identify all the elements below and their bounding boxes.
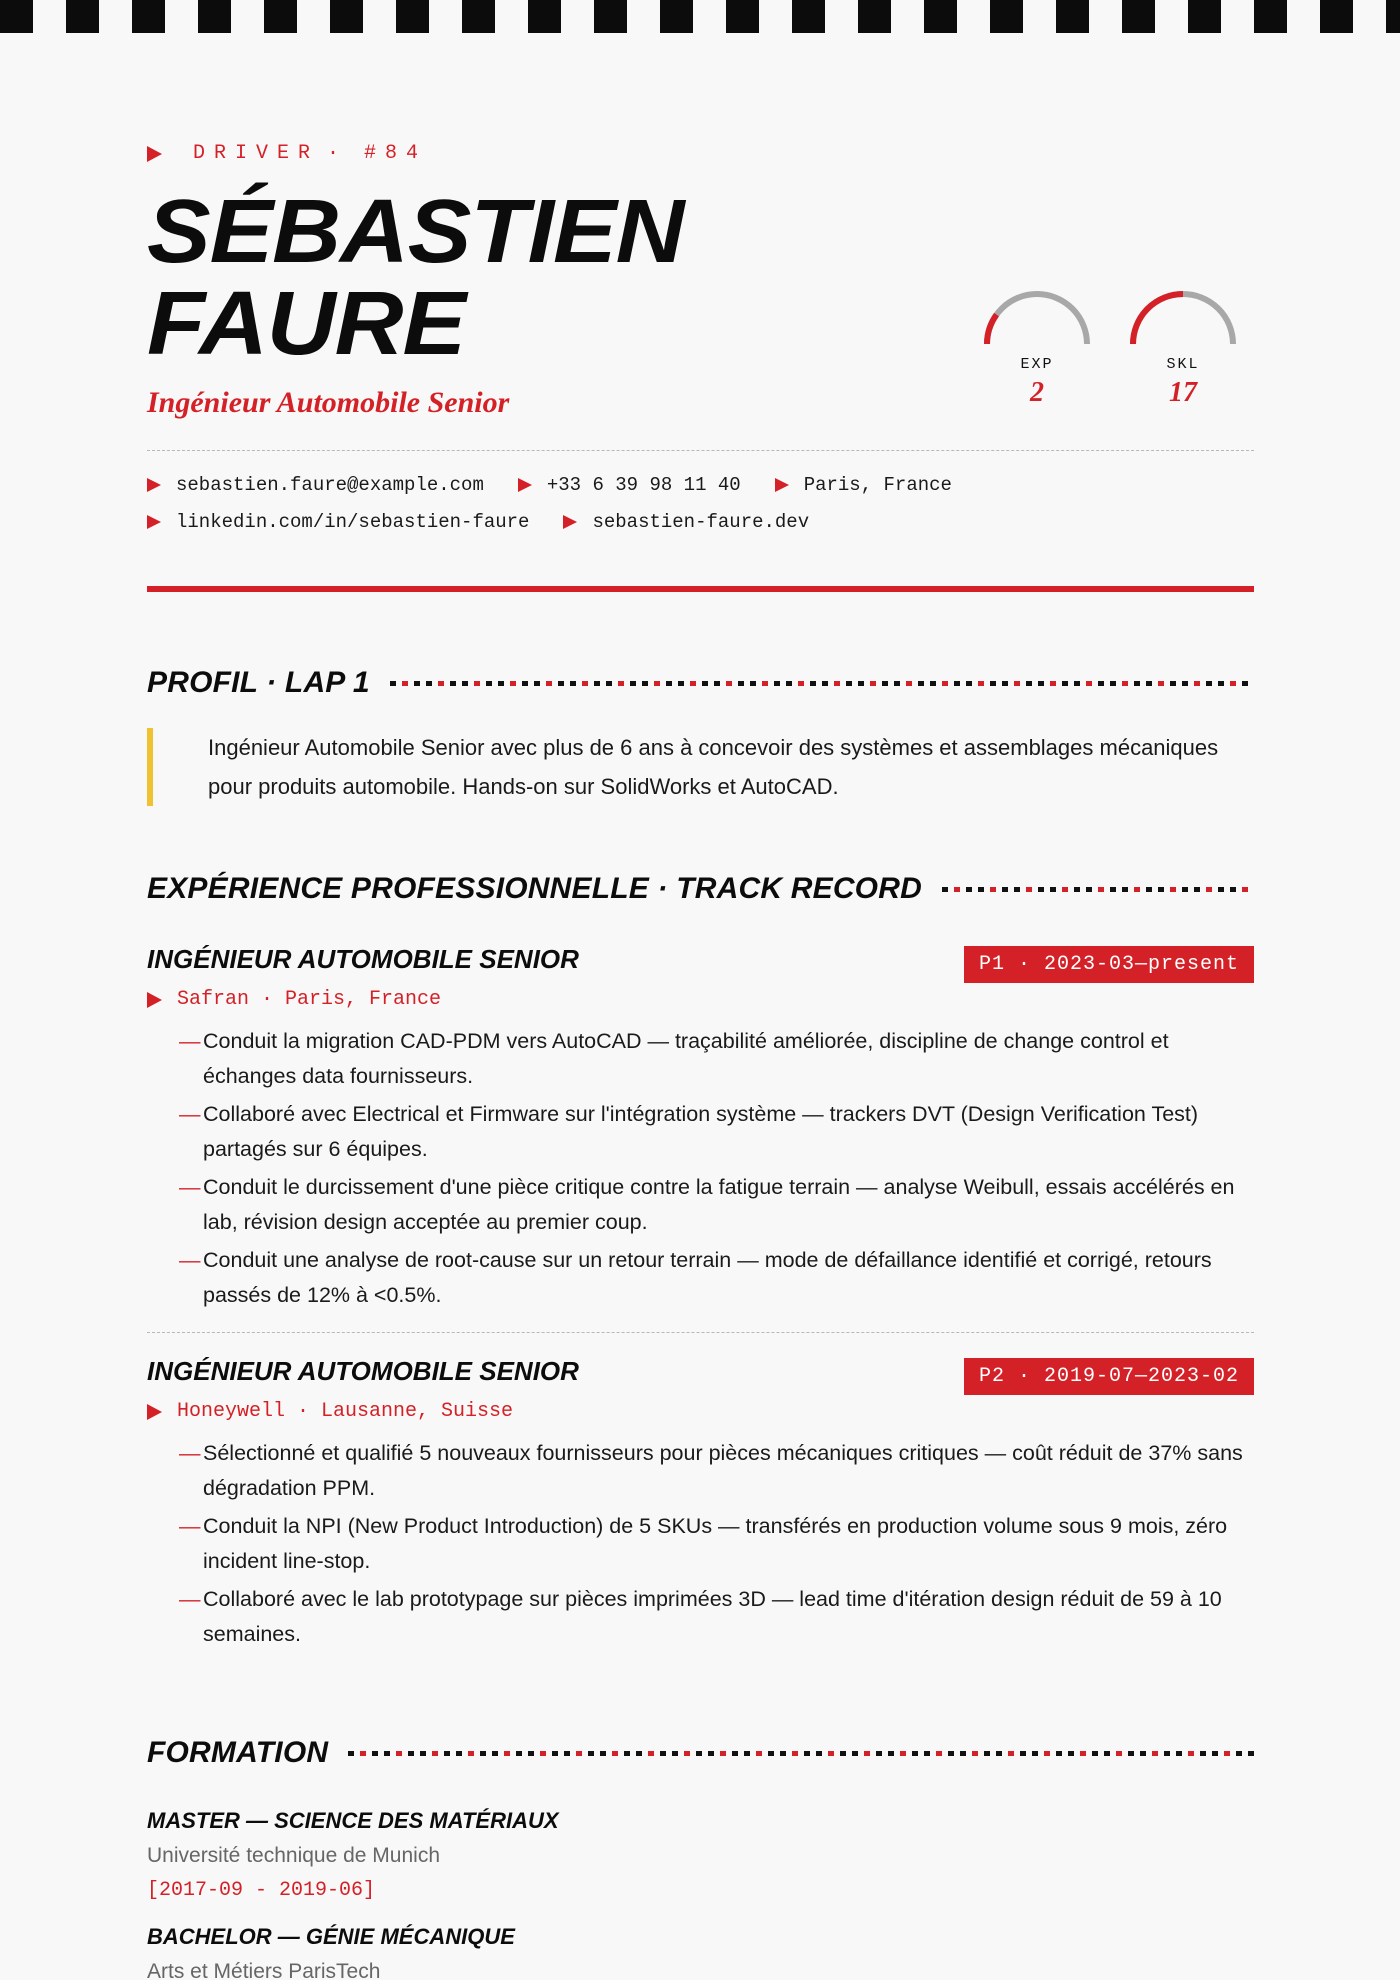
- contact-location: Paris, France: [775, 474, 952, 496]
- list-item: — Conduit la migration CAD-PDM vers AutoCAD — traçabilité améliorée, discipline de change control et échanges data fournisseurs.: [203, 1024, 1263, 1094]
- triangle-bullet-icon: [147, 146, 162, 162]
- gauge-exp-label: EXP: [1020, 356, 1054, 373]
- list-item: — Sélectionné et qualifié 5 nouveaux fournisseurs pour pièces mécaniques critiques — coût réduit de 37% sans dégradation PPM.: [203, 1436, 1263, 1506]
- job-1-badge: P1 · 2023-03—present: [964, 946, 1254, 983]
- header-divider: [147, 450, 1254, 451]
- edu-1-degree: MASTER — SCIENCE DES MATÉRIAUX: [147, 1808, 559, 1833]
- dash-icon: —: [179, 1587, 201, 1611]
- list-item: — Collaboré avec Electrical et Firmware sur l'intégration système — trackers DVT (Design Verification Test) partagés sur 6 équipes.: [203, 1097, 1263, 1167]
- kicker-label: DRIVER: [193, 142, 320, 165]
- triangle-bullet-icon: [147, 1404, 162, 1420]
- triangle-bullet-icon: [775, 478, 789, 492]
- contact-list: [147, 466, 986, 540]
- checkered-flag-strip: [0, 0, 1400, 33]
- contact-linkedin[interactable]: linkedin.com/in/sebastien-faure: [147, 511, 529, 533]
- triangle-bullet-icon: [518, 478, 532, 492]
- job-2-company: Honeywell · Lausanne, Suisse: [147, 1400, 513, 1423]
- edu-1-school: Université technique de Munich: [147, 1844, 440, 1867]
- gauge-exp: [979, 284, 1095, 409]
- header-red-bar: [147, 586, 1254, 592]
- dash-icon: —: [179, 1102, 201, 1126]
- triangle-bullet-icon: [147, 515, 161, 529]
- profile-summary: Ingénieur Automobile Senior avec plus de 6 ans à concevoir des systèmes et assemblages mécaniques pour produits automobile. Hands-on sur SolidWorks et AutoCAD.: [147, 728, 1254, 806]
- exp-gauge-icon: [979, 284, 1095, 346]
- list-item: — Conduit la NPI (New Product Introduction) de 5 SKUs — transférés en production volume sous 9 mois, zéro incident line-stop.: [203, 1509, 1263, 1579]
- edu-2-school: Arts et Métiers ParisTech: [147, 1960, 381, 1980]
- name-line-2: FAURE: [147, 274, 466, 374]
- gauge-skl: [1125, 284, 1241, 409]
- name-line-1: SÉBASTIEN: [147, 182, 684, 282]
- section-education-header: [147, 1736, 1254, 1770]
- job-1-company: Safran · Paris, France: [147, 988, 441, 1011]
- job-2-title: INGÉNIEUR AUTOMOBILE SENIOR: [147, 1356, 579, 1386]
- dash-icon: —: [179, 1248, 201, 1272]
- job-2-badge: P2 · 2019-07—2023-02: [964, 1358, 1254, 1395]
- checkered-rule: [942, 887, 1254, 892]
- checkered-rule: [348, 1751, 1254, 1756]
- gauge-skl-value: 17: [1169, 377, 1197, 408]
- job-1-title: INGÉNIEUR AUTOMOBILE SENIOR: [147, 944, 579, 974]
- dash-icon: —: [179, 1175, 201, 1199]
- triangle-bullet-icon: [563, 515, 577, 529]
- contact-website[interactable]: sebastien-faure.dev: [563, 511, 809, 533]
- list-item: — Conduit le durcissement d'une pièce critique contre la fatigue terrain — analyse Weibull, essais accélérés en lab, révision design acceptée au premier coup.: [203, 1170, 1263, 1240]
- job-divider: [147, 1332, 1254, 1333]
- candidate-role: Ingénieur Automobile Senior: [147, 386, 510, 419]
- kicker-number: #84: [364, 142, 428, 165]
- section-education-title: FORMATION: [147, 1736, 329, 1769]
- edu-2-degree: BACHELOR — GÉNIE MÉCANIQUE: [147, 1924, 515, 1949]
- triangle-bullet-icon: [147, 992, 162, 1008]
- kicker-separator: ·: [327, 142, 349, 165]
- section-experience-title: EXPÉRIENCE PROFESSIONNELLE · TRACK RECORD: [147, 872, 922, 905]
- triangle-bullet-icon: [147, 478, 161, 492]
- section-profile-header: [147, 666, 1254, 700]
- edu-1-dates: [2017-09 - 2019-06]: [147, 1879, 376, 1902]
- gauge-exp-value: 2: [1030, 377, 1044, 408]
- section-profile-title: PROFIL · LAP 1: [147, 666, 370, 699]
- dash-icon: —: [179, 1441, 201, 1465]
- contact-phone[interactable]: +33 6 39 98 11 40: [518, 474, 741, 496]
- skl-gauge-icon: [1125, 284, 1241, 346]
- candidate-name: [147, 182, 684, 374]
- gauge-skl-label: SKL: [1166, 356, 1200, 373]
- list-item: — Conduit une analyse de root-cause sur un retour terrain — mode de défaillance identifié et corrigé, retours passés de 12% à <0.5%.: [203, 1243, 1263, 1313]
- contact-email[interactable]: sebastien.faure@example.com: [147, 474, 484, 496]
- driver-kicker: [147, 142, 427, 165]
- job-1-bullets: [179, 1024, 1263, 1316]
- list-item: — Collaboré avec le lab prototypage sur pièces imprimées 3D — lead time d'itération design réduit de 59 à 10 semaines.: [203, 1582, 1263, 1652]
- job-2-bullets: [179, 1436, 1263, 1655]
- dash-icon: —: [179, 1029, 201, 1053]
- checkered-rule: [390, 681, 1254, 686]
- gauges: [979, 284, 1241, 409]
- dash-icon: —: [179, 1514, 201, 1538]
- section-experience-header: [147, 872, 1254, 906]
